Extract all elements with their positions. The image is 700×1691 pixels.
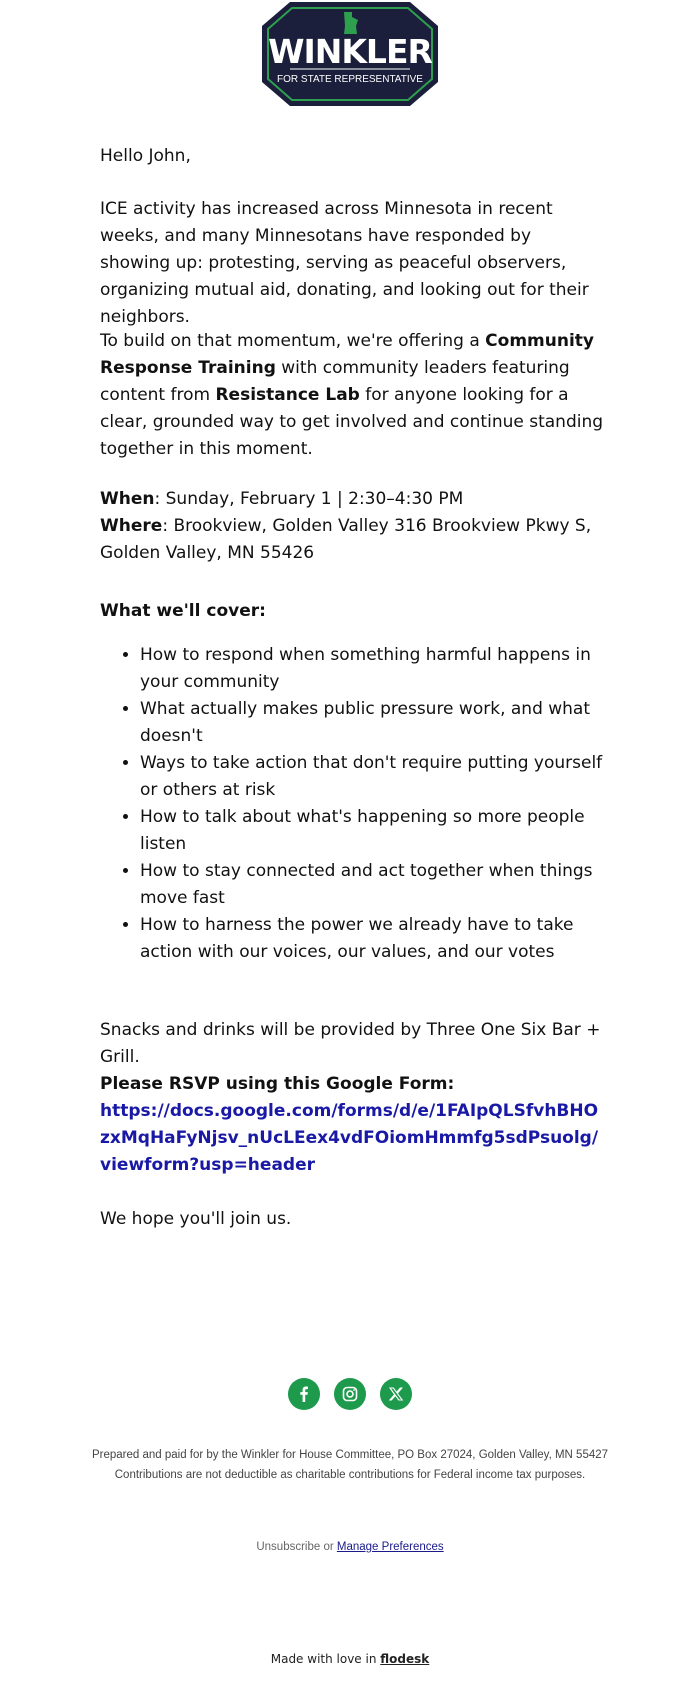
- cover-heading-text: What we'll cover:: [100, 601, 266, 621]
- x-icon: [388, 1386, 404, 1402]
- training-text-1: To build on that momentum, we're offering a: [100, 331, 486, 351]
- unsubscribe-or: or: [320, 1541, 337, 1553]
- list-item: • Ways to take action that don't require putting yourself or others at risk: [140, 750, 605, 804]
- cover-heading: [100, 598, 605, 625]
- rsvp-form-link[interactable]: https://docs.google.com/forms/d/e/1FAIpQLSfvhBHOzxMqHaFyNjsv_nUcLEex4vdFOiomHmmfg5sdPsuolg/viewform?usp=header: [100, 1101, 599, 1175]
- paid-for-disclaimer: Prepared and paid for by the Winkler for House Committee, PO Box 27024, Golden Valley, MN 55427: [91, 1449, 609, 1461]
- closing-line: We hope you'll join us.: [100, 1209, 292, 1229]
- greeting: Hello John,: [100, 146, 191, 166]
- resistance-lab-name: Resistance Lab: [215, 385, 360, 405]
- made-with-text: Made with love in: [270, 1652, 381, 1666]
- training-text-2: with community leaders featuring content from: [100, 358, 570, 405]
- rsvp-link-wrap: [100, 1098, 605, 1179]
- training-text-3: for anyone looking for a clear, grounded way to get involved and continue standing together in this moment.: [100, 385, 604, 459]
- list-item: • What actually makes public pressure work, and what doesn't: [140, 696, 605, 750]
- event-where: [100, 513, 605, 567]
- snacks-note: Snacks and drinks will be provided by Three One Six Bar + Grill.: [100, 1020, 601, 1067]
- unsubscribe-link[interactable]: Unsubscribe: [256, 1541, 321, 1553]
- x-link[interactable]: [380, 1378, 412, 1410]
- training-name: Community Response Training: [100, 331, 594, 378]
- list-item: • How to respond when something harmful happens in your community: [140, 642, 605, 696]
- paragraph-training: [100, 328, 605, 463]
- social-links: [0, 1378, 700, 1412]
- instagram-link[interactable]: [334, 1378, 366, 1410]
- contributions-disclaimer: Contributions are not deductible as charitable contributions for Federal income tax purposes.: [114, 1469, 586, 1481]
- when-value: : Sunday, February 1 | 2:30–4:30 PM: [154, 489, 464, 509]
- where-label: Where: [100, 516, 163, 536]
- logo-badge-graphic: [260, 0, 440, 108]
- logo-tagline: FOR STATE REPRESENTATIVE: [277, 74, 423, 85]
- facebook-link[interactable]: [288, 1378, 320, 1410]
- campaign-logo: [260, 0, 440, 108]
- instagram-icon: [342, 1386, 358, 1402]
- logo-name: WINKLER: [268, 32, 432, 71]
- rsvp-label-text: Please RSVP using this Google Form:: [100, 1074, 455, 1094]
- list-item: • How to stay connected and act together when things move fast: [140, 858, 605, 912]
- made-with-footer: [0, 1652, 700, 1666]
- unsubscribe-row: [0, 1541, 700, 1553]
- flodesk-link[interactable]: flodesk: [380, 1652, 430, 1666]
- when-label: When: [100, 489, 155, 509]
- facebook-icon: [296, 1386, 312, 1402]
- manage-preferences-link[interactable]: Manage Preferences: [336, 1541, 444, 1553]
- list-item: • How to harness the power we already have to take action with our voices, our values, and our votes: [140, 912, 605, 966]
- rsvp-label: [100, 1071, 605, 1098]
- event-when: [100, 486, 605, 513]
- paragraph-ice-activity: ICE activity has increased across Minnesota in recent weeks, and many Minnesotans have responded by showing up: protesting, serving as peaceful observers, organizing mutual aid, donating, and looking out for their neighbors.: [100, 199, 589, 327]
- cover-list: [100, 642, 605, 966]
- where-value: : Brookview, Golden Valley 316 Brookview Pkwy S, Golden Valley, MN 55426: [100, 516, 592, 563]
- list-item: • How to talk about what's happening so more people listen: [140, 804, 605, 858]
